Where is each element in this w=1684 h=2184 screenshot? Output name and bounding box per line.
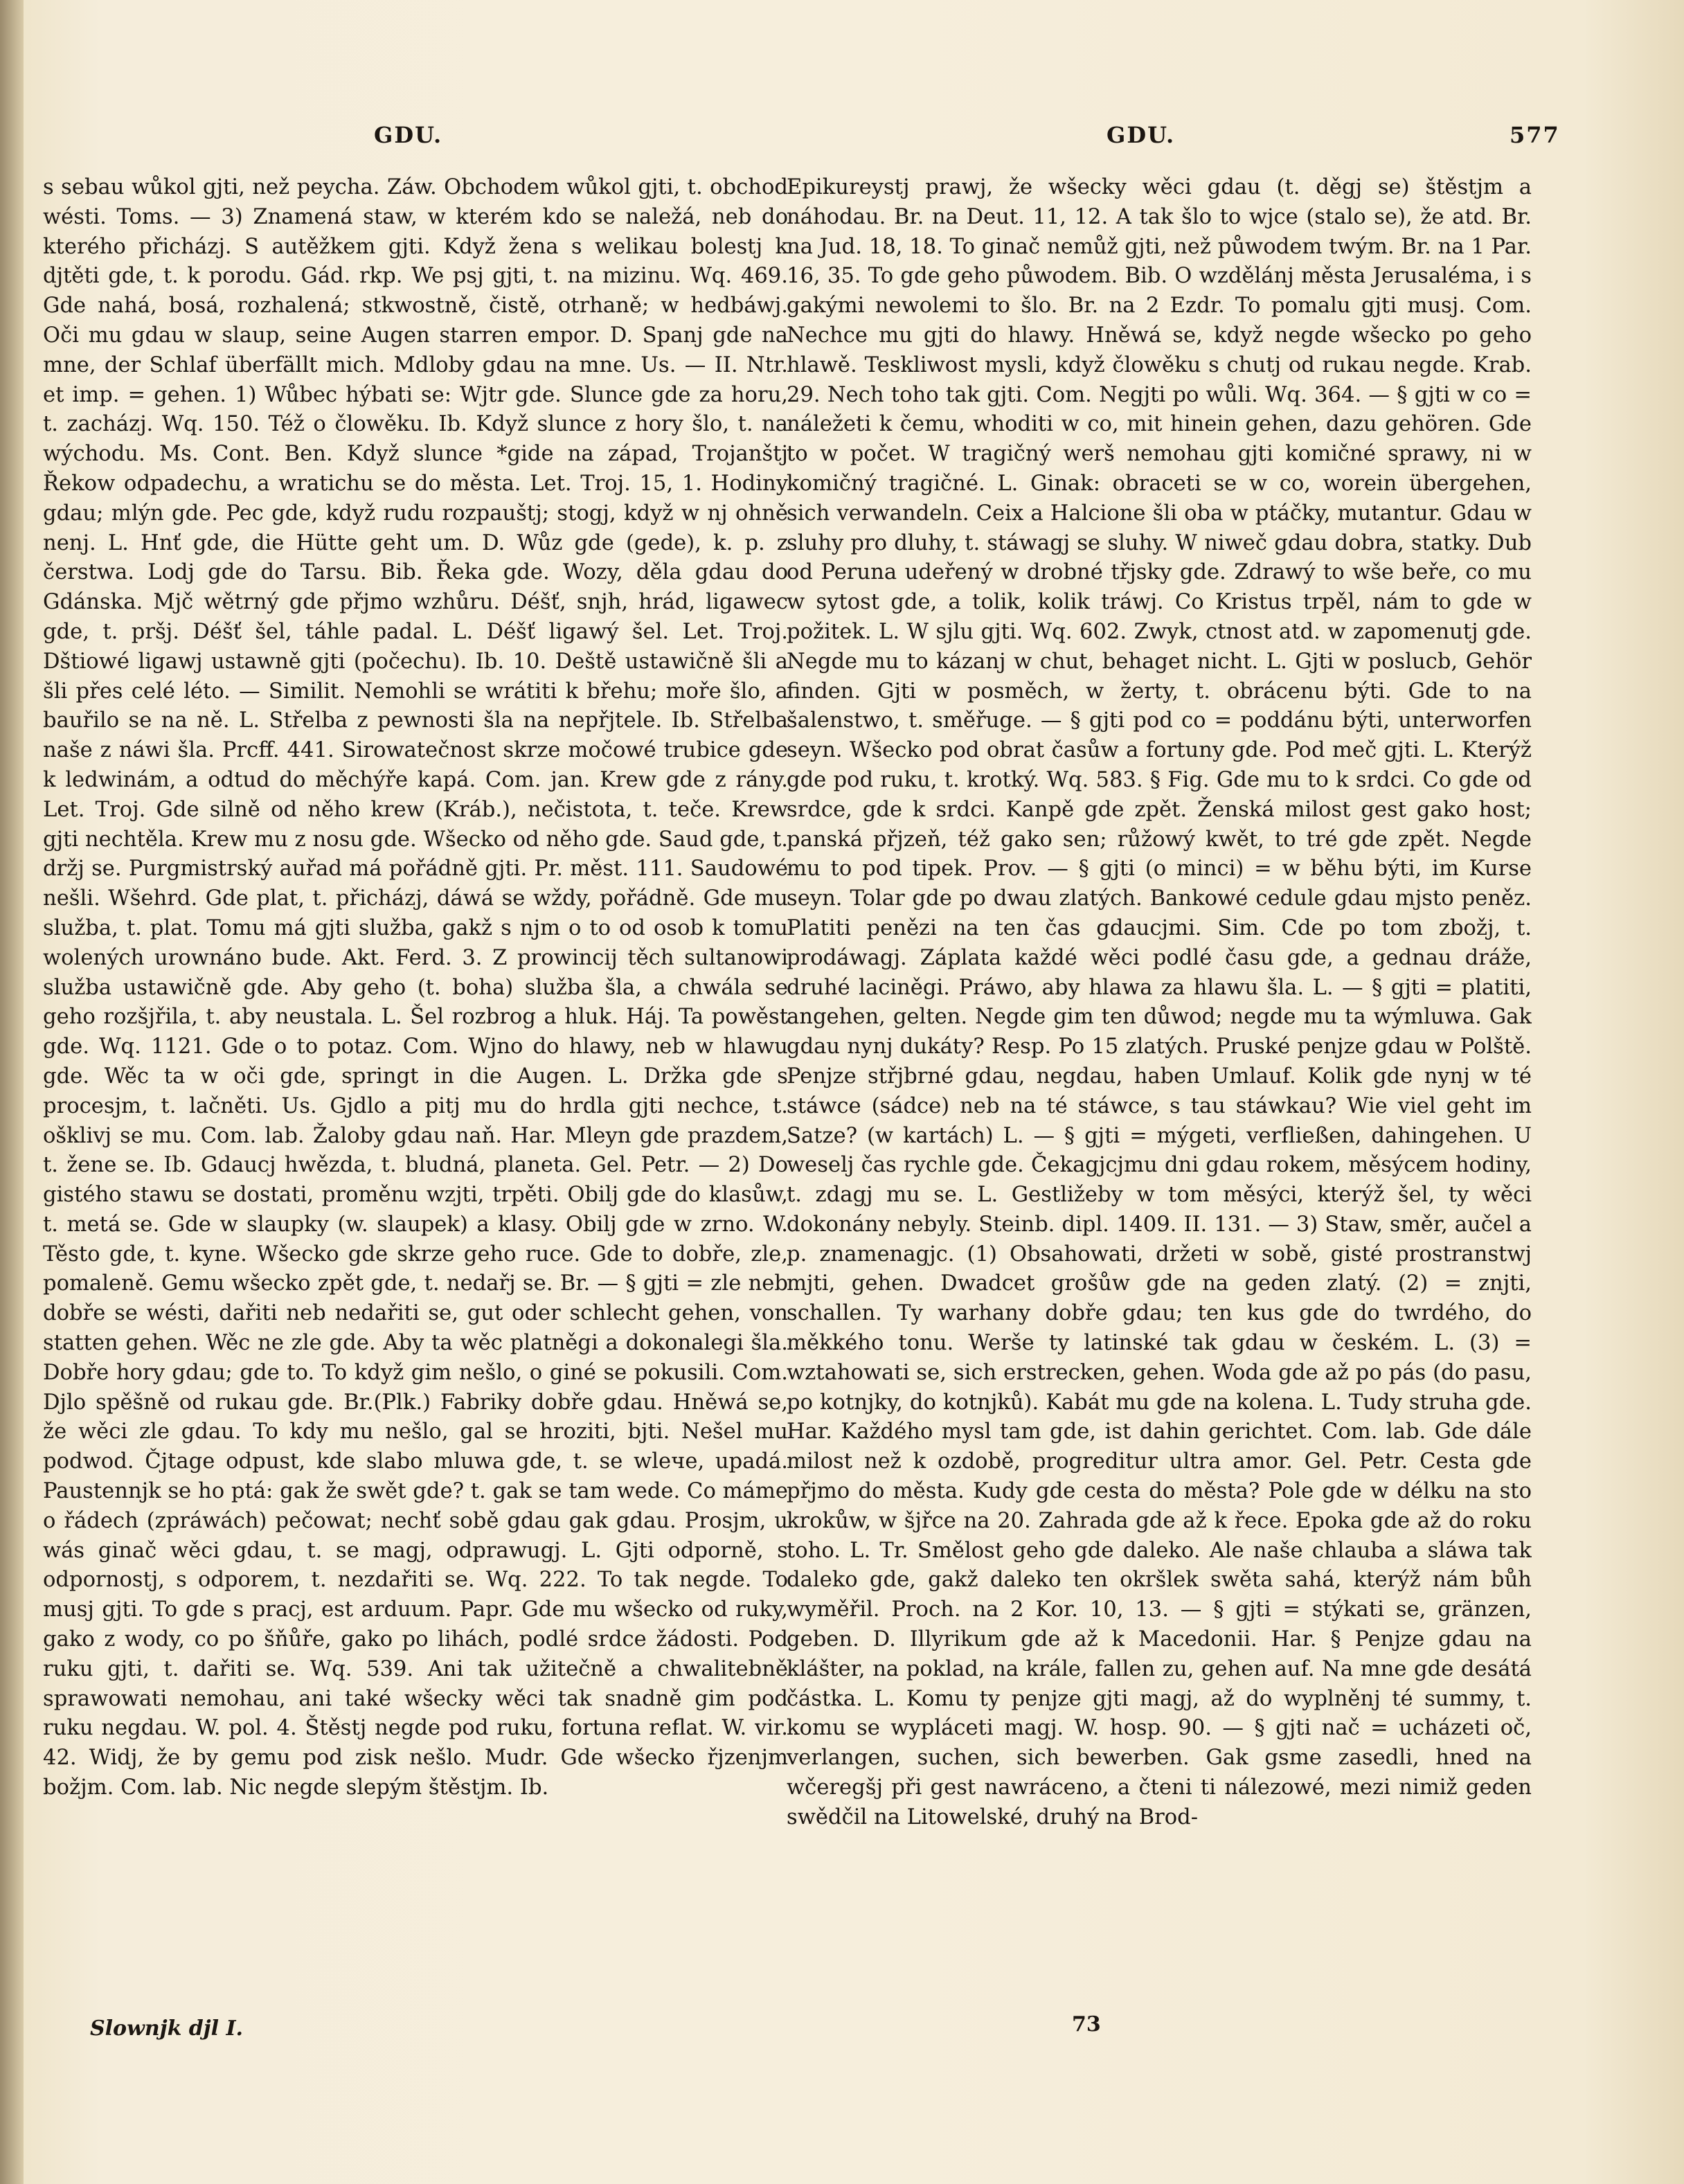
page-edge-shadow (0, 0, 24, 2184)
text-column-left (43, 173, 788, 2022)
running-head-left: GDU. (374, 122, 443, 148)
page-number: 577 (1510, 122, 1560, 148)
printer-signature: Slownjk djl I. (90, 2016, 243, 2041)
running-head-right: GDU. (1107, 122, 1176, 148)
sheet-number: 73 (1072, 2012, 1101, 2037)
column-right-text: Epikureystj prawj, že wšecky wěci gdau (t. děgj se) štěstjm a náhodau. Br. na Deut. 11, 12. A tak šlo to wjce (stalo se), že atd. Br. na Jud. 18, 18. To ginač nemůž gjti, než půwodem twým. Br. na 1 Par. 16, 35. To gde geho půwodem. Bib. O wzdělánj města Jerusaléma, i s gakými newolemi to šlo. Br. na 2 Ezdr. To pomalu gjti musj. Com. Nechce mu gjti do hlawy. Hněwá se, když negde wšecko po geho hlawě. Teskliwost mysli, když člowěku s chutj od rukau negde. Krab. 29. Nech toho tak gjti. Com. Negjti po wůli. Wq. 364. — § gjti w co = náležeti k čemu, whoditi w co, mit hinein gehen, dazu gehören. Gde to w počet. W tragičný werš nemohau gjti komičné sprawy, ni w komičný tragičné. L. Ginak: obraceti se w co, worein übergehen, sich verwandeln. Ceix a Halcione šli oba w ptáčky, mutantur. Gdau w sluhy pro dluhy, t. stáwagj se sluhy. W niweč gdau dobra, statky. Dub od Peruna udeřený w drobné třjsky gde. Zdrawý to wše beře, co mu w sytost gde, a tolik, kolik tráwj. Co Kristus trpěl, nám to gde w požitek. L. W sjlu gjti. Wq. 602. Zwyk, ctnost atd. w zapomenutj gde. Negde mu to kázanj w chut, behaget nicht. L. Gjti w poslucb, Gehör finden. Gjti w posměch, w žerty, t. obrácenu býti. Gde to na šalenstwo, t. směřuge. — § gjti pod co = poddánu býti, unterworfen seyn. Wšecko pod obrat časůw a fortuny gde. Pod meč gjti. L. Kterýž gde pod ruku, t. krotký. Wq. 583. § Fig. Gde mu to k srdci. Co gde od srdce, gde k srdci. Kanpě gde zpět. Ženská milost gest gako host; panská přjzeň, též gako sen; růžowý kwět, to tré gde zpět. Negde mu to pod tipek. Prov. — § gjti (o minci) = w běhu býti, im Kurse seyn. Tolar gde po dwau zlatých. Bankowé cedule gdau mjsto peněz. Platiti penězi na ten čas gdaucjmi. Sim. Cde po tom zbožj, t. prodáwagj. Záplata každé wěci podlé času gde, a gednau dráže, druhé laciněgi. Práwo, aby hlawa za hlawu šla. L. — § gjti = platiti, angehen, gelten. Negde gim ten důwod; negde mu ta wýmluwa. Gak gdau nynj dukáty? Resp. Po 15 zlatých. Pruské penjze gdau w Polště. Penjze střjbrné gdau, negdau, haben Umlauf. Kolik gde nynj w té stáwce (sádce) neb na té stáwce, s tau stáwkau? Wie viel geht im Satze? (w kartách) L. — § gjti = mýgeti, verfließen, dahingehen. U weselj čas rychle gde. Čekagjcjmu dni gdau rokem, měsýcem hodiny, t. zdagj mu se. L. Gestližeby w tom měsýci, kterýž šel, ty wěci dokonány nebyly. Steinb. dipl. 1409. II. 131. — 3) Staw, směr, aučel a p. znamenagjc. (1) Obsahowati, držeti w sobě, gisté prostranstwj mjti, gehen. Dwadcet grošůw gde na geden zlatý. (2) = znjti, schallen. Ty warhany dobře gdau; ten kus gde do twrdého, do měkkého tonu. Werše ty latinské tak gdau w českém. L. (3) = wztahowati se, sich erstrecken, gehen. Woda gde až po pás (do pasu, po kotnjky, do kotnjků). Kabát mu gde na kolena. L. Tudy struha gde. Har. Každého mysl tam gde, ist dahin gerichtet. Com. lab. Gde dále milost než k ozdobě, progreditur ultra amor. Gel. Petr. Cesta gde přjmo do města. Kudy gde cesta do města? Pole gde w délku na sto krokůw, w šjřce na 20. Zahrada gde až k řece. Epoka gde až do roku toho. L. Tr. Smělost geho gde daleko. Ale naše chlauba a sláwa tak daleko gde, gakž daleko ten okršlek swěta sahá, kterýž nám bůh wyměřil. Proch. na 2 Kor. 10, 13. — § gjti = stýkati se, gränzen, geben. D. Illyrikum gde až k Macedonii. Har. § Penjze gdau na klášter, na poklad, na krále, fallen zu, gehen auf. Na mne gde desátá částka. L. Komu ty penjze gjti magj, až do wyplněnj té summy, t. komu se wypláceti magj. W. hosp. 90. — § gjti nač = ucházeti oč, verlangen, suchen, sich bewerben. Gak gsme zasedli, hned na wčeregšj při gest nawráceno, a čteni ti nálezowé, mezi nimiž geden swědčil na Litowelské, druhý na Brod- (787, 175, 1532, 1829)
column-left-text: s sebau wůkol gjti, než peycha. Záw. Obchodem wůkol gjti, t. obchod wésti. Toms. — 3) Znamená staw, w kterém kdo se naležá, neb do kterého přicházj. S autěžkem gjti. Když žena s welikau bolestj k djtěti gde, t. k porodu. Gád. rkp. We psj gjti, t. na mizinu. Wq. 469. Gde nahá, bosá, rozhalená; stkwostně, čistě, otrhaně; w hedbáwj. Oči mu gdau w slaup, seine Augen starren empor. D. Spanj gde na mne, der Schlaf überfällt mich. Mdloby gdau na mne. Us. — II. Ntr. et imp. = gehen. 1) Wůbec hýbati se: Wjtr gde. Slunce gde za horu, t. zacházj. Wq. 150. Též o člowěku. Ib. Když slunce z hory šlo, t. na wýchodu. Ms. Cont. Ben. Když slunce *gide na západ, Trojanštj Řekow odpadechu, a wratichu se do města. Let. Troj. 15, 1. Hodiny gdau; mlýn gde. Pec gde, když rudu rozpauštj; stogj, když w nj ohně nenj. L. Hnť gde, die Hütte geht um. D. Wůz gde (gede), k. p. z čerstwa. Lodj gde do Tarsu. Bib. Řeka gde. Wozy, děla gdau do Gdánska. Mjč wětrný gde přjmo wzhůru. Déšť, snjh, hrád, ligawec gde, t. pršj. Déšť šel, táhle padal. L. Déšť ligawý šel. Let. Troj. Dštiowé ligawj ustawně gjti (počechu). Ib. 10. Deště ustawičně šli a šli přes celé léto. — Similit. Nemohli se wrátiti k břehu; moře šlo, a bauřilo se na ně. L. Střelba z pewnosti šla na nepřjtele. Ib. Střelba naše z náwi šla. Prcff. 441. Sirowatečnost skrze močowé trubice gde k ledwinám, a odtud do měchýře kapá. Com. jan. Krew gde z rány. Let. Troj. Gde silně od něho krew (Kráb.), nečistota, t. teče. Krew gjti nechtěla. Krew mu z nosu gde. Wšecko od něho gde. Saud gde, t. držj se. Purgmistrský auřad má pořádně gjti. Pr. měst. 111. Saudowé nešli. Wšehrd. Gde plat, t. přicházj, dáwá se wždy, pořádně. Gde mu služba, t. plat. Tomu má gjti služba, gakž s njm o to od osob k tomu wolených urownáno bude. Akt. Ferd. 3. Z prowincij těch sultanowi služba ustawičně gde. Aby geho (t. boha) služba šla, a chwála se geho rozšjřila, t. aby neustala. L. Šel rozbrog a hluk. Háj. Ta powěst gde. Wq. 1121. Gde o to potaz. Com. Wjno do hlawy, neb w hlawu gde. Wěc ta w oči gde, springt in die Augen. L. Držka gde s procesjm, t. lačněti. Us. Gjdlo a pitj mu do hrdla gjti nechce, t. ošklivj se mu. Com. lab. Žaloby gdau naň. Har. Mleyn gde prazdem, t. žene se. Ib. Gdaucj hwězda, t. bludná, planeta. Gel. Petr. — 2) Do gistého stawu se dostati, proměnu wzjti, trpěti. Obilj gde do klasůw, t. metá se. Gde w slaupky (w. slaupek) a klasy. Obilj gde w zrno. W. Těsto gde, t. kyne. Wšecko gde skrze geho ruce. Gde to dobře, zle, pomaleně. Gemu wšecko zpět gde, t. nedařj se. Br. — § gjti = zle neb dobře se wésti, dařiti neb nedařiti se, gut oder schlecht gehen, von statten gehen. Wěc ne zle gde. Aby ta wěc platněgi a dokonalegi šla. Dobře hory gdau; gde to. To když gim nešlo, o giné se pokusili. Com. Djlo spěšně od rukau gde. Br.(Plk.) Fabriky dobře gdau. Hněwá se, že wěci zle gdau. To kdy mu nešlo, gal se hroziti, bjti. Nešel mu podwod. Čjtage odpust, kde slabo mluwa gde, t. se wlече, upadá. Paustennjk se ho ptá: gak že swět gde? t. gak se tam wede. Co máme o řádech (zpráwách) pečowat; nechť sobě gdau gak gdau. Prosjm, u wás ginač wěci gdau, t. se magj, odprawugj. L. Gjti odporně, s odpornostj, s odporem, t. nezdařiti se. Wq. 222. To tak negde. To musj gjti. To gde s pracj, est arduum. Papr. Gde mu wšecko od ruky, gako z wody, co po šňůře, gako po lihách, podlé srdce žádosti. Pod ruku gjti, t. dařiti se. Wq. 539. Ani tak užitečně a chwalitebně sprawowati nemohau, ani také wšecky wěci tak snadně gim pod ruku negdau. W. pol. 4. Štěstj negde pod ruku, fortuna reflat. W. vir. 42. Widj, že by gemu pod zisk nešlo. Mudr. Gde wšecko řjzenjm božjm. Com. lab. Nic negde slepým štěstjm. Ib. (43, 175, 788, 1800)
text-column-right (787, 173, 1532, 2022)
